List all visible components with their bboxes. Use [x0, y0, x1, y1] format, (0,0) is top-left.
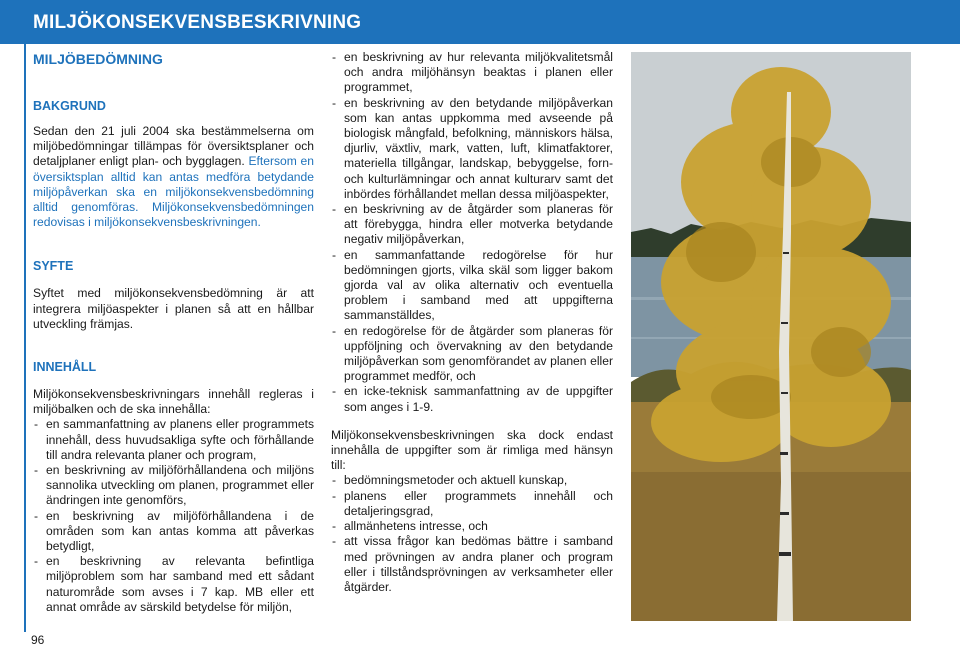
heading-bakgrund: BAKGRUND — [33, 99, 106, 113]
list-item: - en beskrivning av de åtgärder som planeras för att förebygga, hindra eller motverka betydande negativ miljöpåverkan, — [331, 202, 613, 248]
list-item: - en icke-teknisk sammanfattning av de uppgifter som anges i 1-9. — [331, 384, 613, 414]
list-item: - en beskrivning av hur relevanta miljökvalitetsmål och andra miljöhänsyn beaktas i planen eller programmet, — [331, 50, 613, 96]
bakgrund-text — [33, 124, 314, 230]
list-item: - en sammanfattande redogörelse för hur bedömningen gjorts, vilka skäl som ligger bakom gjorda val av olika alternativ och eventuella problem i samband med att uppgifterna sammanställdes, — [331, 248, 613, 324]
list-item: - allmänhetens intresse, och — [331, 519, 613, 534]
limitation-list — [331, 473, 613, 595]
bakgrund-p1: Sedan den 21 juli 2004 ska bestämmelserna om miljöbedömningar tillämpas för översiktsplaner och detaljplaner enligt plan- och bygglagen. — [33, 124, 314, 169]
side-rule — [24, 44, 26, 632]
heading-syfte: SYFTE — [33, 259, 74, 274]
innehall-intro: Miljökonsekvensbeskrivningars innehåll regleras i miljöbalken och de ska innehålla: — [33, 387, 314, 417]
list-item: - en beskrivning av miljöförhållandena och miljöns sannolika utveckling om planen, programmet eller ändringen inte genomförs, — [33, 463, 314, 509]
left-column — [33, 50, 314, 615]
innehall-list — [33, 417, 314, 615]
middle-column — [331, 50, 613, 595]
header-bar — [0, 0, 960, 44]
page-number: 96 — [31, 633, 45, 647]
list-item: - planens eller programmets innehåll och detaljeringsgrad, — [331, 489, 613, 519]
page-title: MILJÖKONSEKVENSBESKRIVNING — [33, 12, 362, 33]
list-item: - bedömningsmetoder och aktuell kunskap, — [331, 473, 613, 488]
heading-innehall: INNEHÅLL — [33, 360, 97, 375]
list-item: - en sammanfattning av planens eller programmets innehåll, dess huvudsakliga syfte och förhållande till andra relevanta planer och program, — [33, 417, 314, 463]
section-heading-miljobedomning: MILJÖBEDÖMNING — [33, 51, 163, 67]
list-item: - en redogörelse för de åtgärder som planeras för uppföljning och övervakning av den betydande miljöpåverkan som genomförandet av planen eller programmet medför, och — [331, 324, 613, 385]
content-list — [331, 50, 613, 415]
limitation-intro: Miljökonsekvensbeskrivningen ska dock endast innehålla de uppgifter som är rimliga med hänsyn till: — [331, 427, 613, 473]
birch-tree-photo — [631, 52, 911, 621]
list-item: - att vissa frågor kan bedömas bättre i samband med prövningen av andra planer och program eller i tillståndsprövningen av verksamheter eller åtgärder. — [331, 534, 613, 595]
syfte-text: Syftet med miljökonsekvensbedömning är att integrera miljöaspekter i planen så att en hållbar utveckling främjas. — [33, 286, 314, 331]
list-item: - en beskrivning av den betydande miljöpåverkan som kan antas uppkomma med avseende på biologisk mångfald, befolkning, människors hälsa, djurliv, växtliv, mark, vatten, luft, klimatfaktorer, materiella tillgångar, landskap, bebyggelse, forn- och kulturlämningar och annat kulturarv samt det inbördes förhållandet mellan dessa miljöaspekter, — [331, 96, 613, 202]
list-item: - en beskrivning av relevanta befintliga miljöproblem som har samband med ett sådant naturområde som avses i 7 kap. MB eller ett annat område av särskild betydelse för miljön, — [33, 554, 314, 615]
bakgrund-p2: Eftersom en översiktsplan alltid kan antas medföra betydande miljöpåverkan ska en miljökonsekvensbedömning alltid genomföras. Miljökonsekvensbedömningen redovisas i miljökonsekvensbeskrivningen. — [33, 154, 314, 230]
list-item: - en beskrivning av miljöförhållandena i de områden som kan antas komma att påverkas betydligt, — [33, 509, 314, 555]
